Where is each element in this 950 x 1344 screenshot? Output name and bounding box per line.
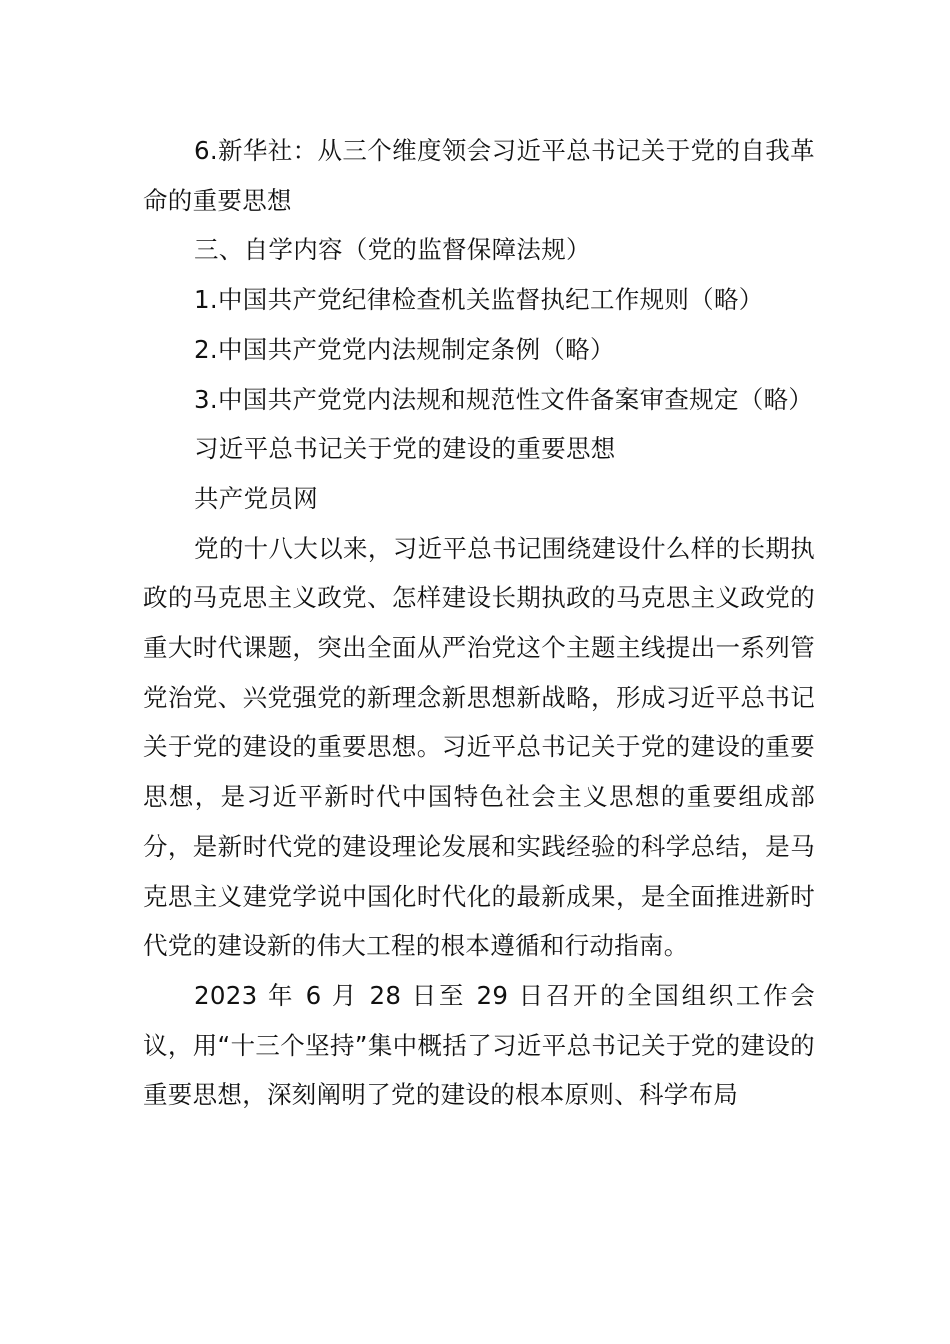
document-body: [143, 126, 815, 1120]
list-item-regulation-3: 3.中国共产党党内法规和规范性文件备案审查规定（略）: [194, 384, 814, 414]
article-source: 共产党员网: [194, 483, 318, 513]
list-item-regulation-2: 2.中国共产党党内法规制定条例（略）: [194, 334, 615, 364]
body-paragraph: 2023 年 6 月 28 日至 29 日召开的全国组织工作会议，用“十三个坚持”集中概括了习近平总书记关于党的建设的重要思想，深刻阐明了党的建设的根本原则、科学布局: [143, 980, 815, 1110]
body-paragraph: 党的十八大以来，习近平总书记围绕建设什么样的长期执政的马克思主义政党、怎样建设长期执政的马克思主义政党的重大时代课题，突出全面从严治党这个主题主线提出一系列管党治党、兴党强党的新理念新思想新战略，形成习近平总书记关于党的建设的重要思想。习近平总书记关于党的建设的重要思想，是习近平新时代中国特色社会主义思想的重要组成部分，是新时代党的建设理论发展和实践经验的科学总结，是马克思主义建党学说中国化时代化的最新成果，是全面推进新时代党的建设新的伟大工程的根本遵循和行动指南。: [143, 533, 815, 961]
article-title: 习近平总书记关于党的建设的重要思想: [194, 434, 616, 464]
section-heading-self-study: 三、自学内容（党的监督保障法规）: [194, 235, 591, 265]
list-item-regulation-1: 1.中国共产党纪律检查机关监督执纪工作规则（略）: [194, 285, 764, 315]
list-item-xinhua-article: 6.新华社：从三个维度领会习近平总书记关于党的自我革命的重要思想: [143, 136, 815, 215]
